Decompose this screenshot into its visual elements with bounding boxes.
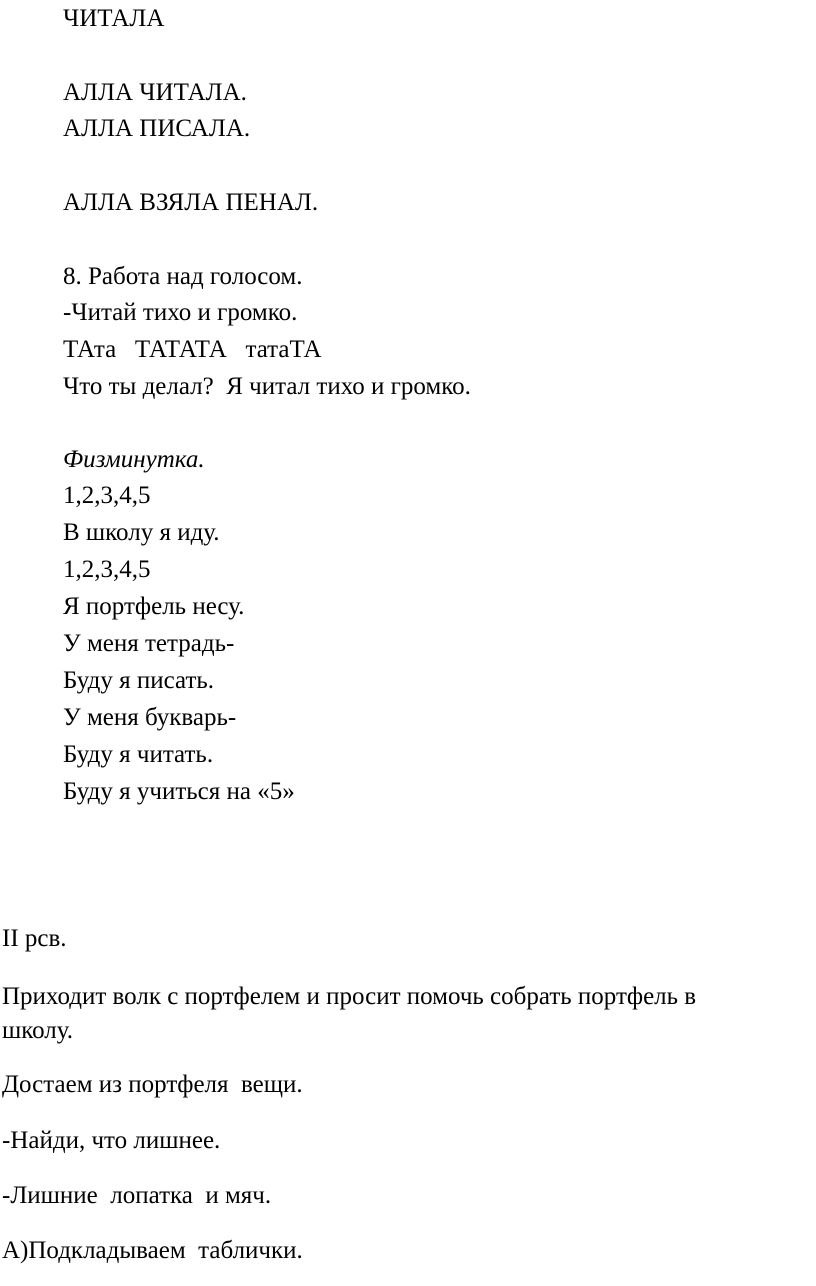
sentence-alla-pisala: АЛЛА ПИСАЛА. bbox=[63, 115, 251, 142]
word-chitala: ЧИТАЛА bbox=[63, 5, 165, 32]
section-heading: II рсв. bbox=[2, 925, 67, 952]
paragraph-extra-items: -Лишние лопатка и мяч. bbox=[2, 1182, 272, 1209]
sentence-alla-vzyala: АЛЛА ВЗЯЛА ПЕНАЛ. bbox=[63, 189, 319, 216]
paragraph-wolf-line2: школу. bbox=[2, 1017, 74, 1044]
voice-heading: 8. Работа над голосом. bbox=[63, 263, 303, 290]
fizminutka-title: Физминутка. bbox=[63, 446, 205, 473]
poem-line: Буду я учиться на «5» bbox=[63, 778, 295, 805]
poem-line: Я портфель несу. bbox=[63, 593, 245, 620]
paragraph-take-out: Достаем из портфеля вещи. bbox=[2, 1071, 303, 1098]
poem-line: У меня букварь- bbox=[63, 704, 237, 731]
voice-question: Что ты делал? Я читал тихо и громко. bbox=[63, 373, 471, 400]
poem-line: У меня тетрадь- bbox=[63, 630, 235, 657]
paragraph-tablets: А)Подкладываем таблички. bbox=[2, 1237, 303, 1264]
paragraph-find-extra: -Найди, что лишнее. bbox=[2, 1127, 221, 1154]
poem-line: В школу я иду. bbox=[63, 519, 220, 546]
paragraph-wolf-line1: Приходит волк с портфелем и просит помочь собрать портфель в bbox=[2, 983, 697, 1010]
poem-line: Буду я писать. bbox=[63, 667, 215, 694]
voice-instruction: -Читай тихо и громко. bbox=[63, 299, 298, 326]
sentence-alla-chitala: АЛЛА ЧИТАЛА. bbox=[63, 79, 247, 106]
poem-line: 1,2,3,4,5 bbox=[63, 482, 151, 509]
poem-line: 1,2,3,4,5 bbox=[63, 556, 151, 583]
poem-line: Буду я читать. bbox=[63, 741, 214, 768]
voice-syllables: ТАта ТАТАТА татаТА bbox=[63, 336, 322, 363]
